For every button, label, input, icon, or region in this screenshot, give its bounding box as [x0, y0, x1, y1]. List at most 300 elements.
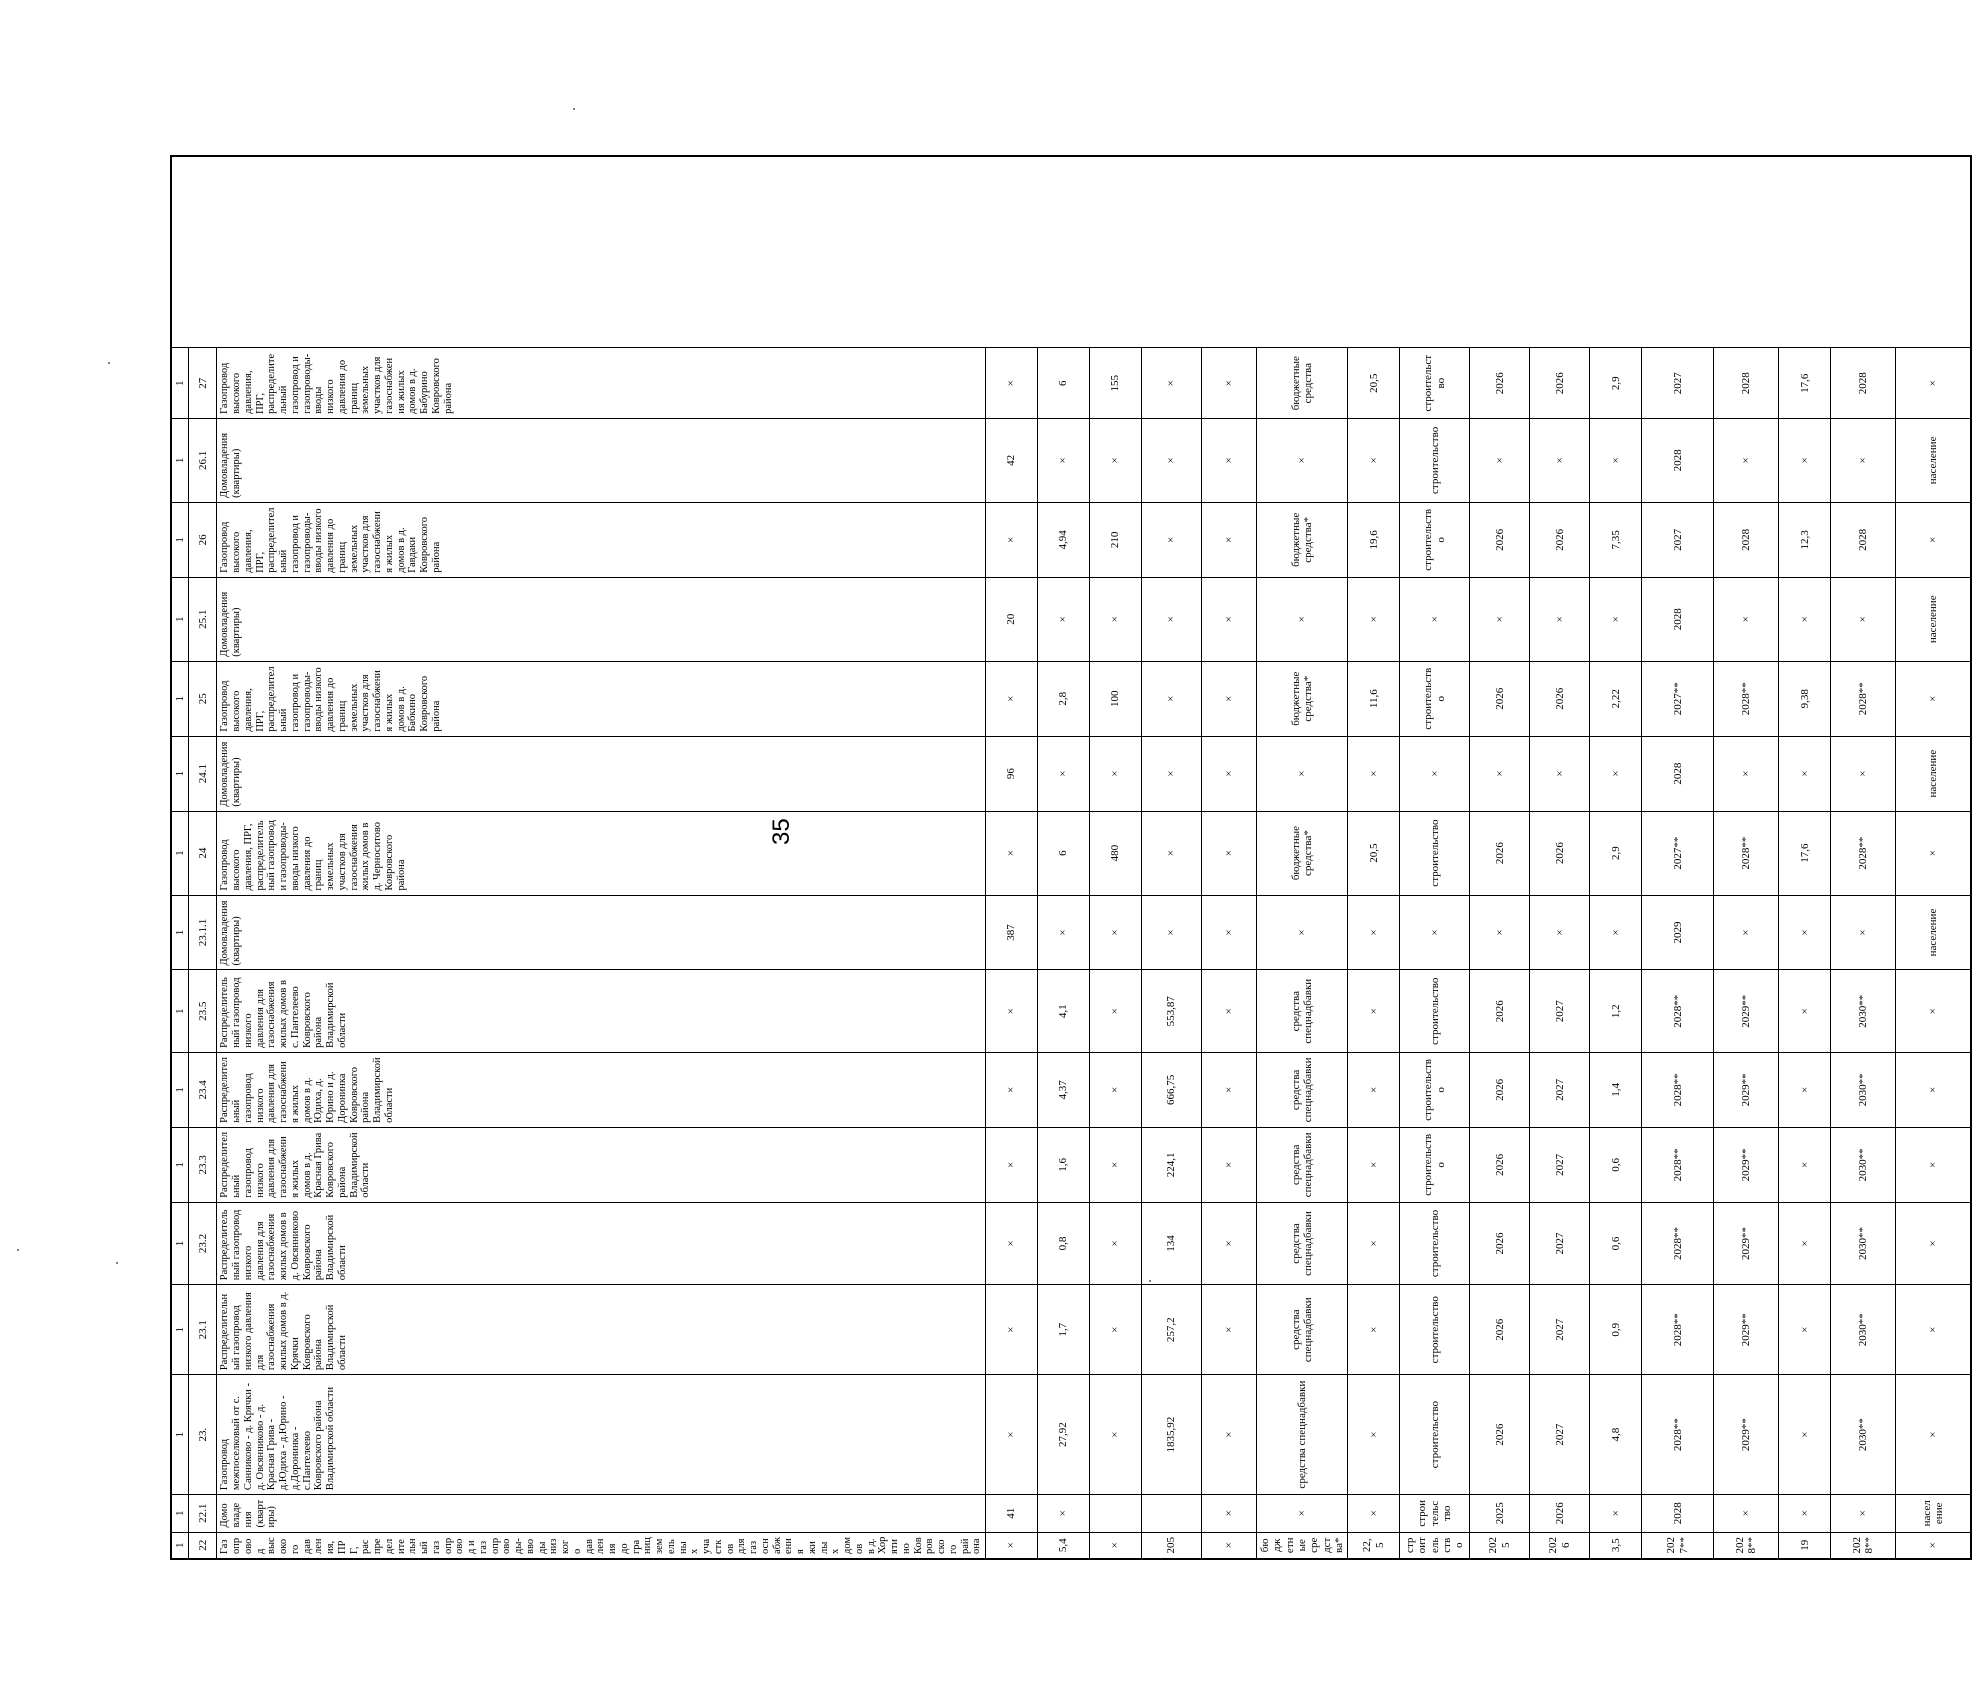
table-cell: 2027	[1530, 1052, 1590, 1127]
object-description: Распределительный газопровод низкого давления для газоснабжения жилых домов в д. Юдиха, д. Юрино и д. Доронинка Ковровского района Владимирской области	[217, 1052, 986, 1127]
table-cell: ×	[1530, 895, 1590, 970]
table-cell: 6	[1038, 811, 1090, 895]
object-description: Распределительный газопровод низкого давления для газоснабжения жилых домов в д. Крячки Ковровского района Владимирской области	[217, 1285, 986, 1375]
table-cell: средства спецнадбавки	[1257, 1285, 1348, 1375]
table-cell: 2026	[1470, 1375, 1530, 1495]
table-cell: ×	[986, 661, 1038, 736]
table-cell: 2027	[1530, 1202, 1590, 1284]
table-cell: 2029**	[1714, 1375, 1779, 1495]
table-cell: 25	[189, 661, 217, 736]
table-cell: ×	[1090, 418, 1142, 502]
table-cell: 2028**	[1831, 661, 1896, 736]
table-cell: 22,5	[1348, 1532, 1400, 1559]
table-cell: 666,75	[1142, 1052, 1202, 1127]
table-cell: ×	[1779, 577, 1831, 661]
table-cell: ×	[1202, 1375, 1257, 1495]
table-cell: ×	[986, 1127, 1038, 1202]
table-cell: ×	[1896, 811, 1971, 895]
table-cell: 2029**	[1714, 1285, 1779, 1375]
table-cell: 2026	[1470, 661, 1530, 736]
table-cell	[1090, 1495, 1142, 1532]
table-cell: ×	[1038, 577, 1090, 661]
table-cell: 2030**	[1831, 1285, 1896, 1375]
table-cell: ×	[1142, 811, 1202, 895]
table-cell: ×	[1779, 970, 1831, 1052]
table-cell: строительство	[1400, 502, 1470, 577]
table-cell: 41	[986, 1495, 1038, 1532]
table-cell: ×	[1530, 418, 1590, 502]
table-cell: ×	[1470, 895, 1530, 970]
table-cell: 100	[1090, 661, 1142, 736]
table-cell: ×	[1090, 1375, 1142, 1495]
table-cell: ×	[1348, 1127, 1400, 1202]
table-band-c13	[1530, 156, 1590, 1559]
table-cell: 19	[1779, 1532, 1831, 1559]
table-cell: ×	[1714, 736, 1779, 811]
table-cell: 2029**	[1714, 1202, 1779, 1284]
object-description: Домовладения (квартиры)	[217, 895, 986, 970]
table-band-num	[189, 156, 217, 1559]
table-cell: строительство	[1400, 970, 1470, 1052]
table-cell: 2029	[1642, 895, 1714, 970]
table-cell: 24.1	[189, 736, 217, 811]
table-cell: ×	[1202, 1127, 1257, 1202]
table-cell: 1	[171, 811, 189, 895]
table-cell: 2030**	[1831, 970, 1896, 1052]
table-cell: ×	[1348, 1375, 1400, 1495]
table-cell: 26	[189, 502, 217, 577]
table-cell: строительство	[1400, 1052, 1470, 1127]
table-cell: ×	[1590, 577, 1642, 661]
table-cell: 23.	[189, 1375, 217, 1495]
table-band-c5	[1038, 156, 1090, 1559]
table-cell: ×	[986, 1052, 1038, 1127]
table-cell: 2025	[1470, 1495, 1530, 1532]
table-cell: ×	[1400, 736, 1470, 811]
table-cell: 17,6	[1779, 348, 1831, 418]
table-cell: 2028**	[1714, 811, 1779, 895]
table-cell: ×	[1202, 577, 1257, 661]
table-cell: ×	[1257, 577, 1348, 661]
table-cell: ×	[1202, 895, 1257, 970]
table-cell: 1	[171, 348, 189, 418]
table-cell: ×	[986, 970, 1038, 1052]
table-cell: 387	[986, 895, 1038, 970]
table-cell: строительство	[1400, 1375, 1470, 1495]
table-cell: 2028**	[1642, 970, 1714, 1052]
table-cell: 23.3	[189, 1127, 217, 1202]
table-cell: 22	[189, 1532, 217, 1559]
table-cell: ×	[1202, 1202, 1257, 1284]
table-band-desc	[217, 156, 986, 1559]
object-description: Газопровод межпоселковый от с. Санниково - д. Крячки - д. Овсянниково - д. Красная Грива - д.Юдиха - д.Юрино - д.Доронинка - с.Пантелеево Ковровского района Владимирской области	[217, 1375, 986, 1495]
table-cell	[1142, 1495, 1202, 1532]
table-cell: ×	[1090, 970, 1142, 1052]
table-cell: 2030**	[1831, 1052, 1896, 1127]
table-cell: ×	[1400, 577, 1470, 661]
table-cell: 1	[171, 1127, 189, 1202]
table-band-a	[171, 156, 189, 1559]
table-cell: 2028**	[1642, 1202, 1714, 1284]
table-cell: ×	[1348, 895, 1400, 970]
table-cell: ×	[1090, 736, 1142, 811]
table-cell: ×	[1714, 577, 1779, 661]
object-description: Газопровод высокого давления, ПРГ, распределительный газопровод и газопроводы-вводы низкого давления до границ земельных участков для газоснабжения жилых домов в д. Хорятино Ковровского района	[217, 1532, 986, 1559]
table-cell: 2025	[1470, 1532, 1530, 1559]
table-cell: население	[1896, 736, 1971, 811]
table-cell: ×	[1090, 1127, 1142, 1202]
table-cell: 2028	[1642, 577, 1714, 661]
table-cell: 17,6	[1779, 811, 1831, 895]
table-cell: 25.1	[189, 577, 217, 661]
table-band-c19	[1896, 156, 1971, 1559]
table-cell: ×	[1348, 577, 1400, 661]
scan-speck	[108, 362, 110, 364]
table-cell: 2028	[1714, 348, 1779, 418]
table-cell: ×	[1470, 577, 1530, 661]
table-band-c16	[1714, 156, 1779, 1559]
rotated-table	[170, 155, 1945, 1560]
table-cell: ×	[1142, 577, 1202, 661]
table-cell: 6	[1038, 348, 1090, 418]
table-cell: 2027**	[1642, 811, 1714, 895]
table-cell: ×	[1714, 418, 1779, 502]
table-cell: ×	[1257, 1495, 1348, 1532]
table-cell: ×	[986, 1202, 1038, 1284]
table-cell: 2026	[1530, 1532, 1590, 1559]
object-description: Газопровод высокого давления, ПРГ, распределительный газопровод и газопроводы-вводы низкого давления до границ земельных участков для газоснабжения жилых домов в д. Черноситово Ковровского района	[217, 811, 986, 895]
table-cell: строительство	[1400, 1202, 1470, 1284]
table-cell: 155	[1090, 348, 1142, 418]
table-cell: 480	[1090, 811, 1142, 895]
table-cell: ×	[1530, 577, 1590, 661]
table-cell: ×	[1896, 1052, 1971, 1127]
table-cell: 2027	[1530, 1127, 1590, 1202]
table-cell: средства спецнадбавки	[1257, 1052, 1348, 1127]
table-cell: 2026	[1470, 1052, 1530, 1127]
scan-speck	[116, 1262, 118, 1264]
table-cell: ×	[1348, 736, 1400, 811]
table-cell: 27,92	[1038, 1375, 1090, 1495]
table-cell: строительство	[1400, 661, 1470, 736]
table-cell: бюджетные средства*	[1257, 502, 1348, 577]
table-cell: ×	[1090, 1052, 1142, 1127]
table-cell: 224,1	[1142, 1127, 1202, 1202]
table-cell: ×	[1202, 811, 1257, 895]
table-cell: ×	[1896, 348, 1971, 418]
table-cell: ×	[1348, 1202, 1400, 1284]
table-cell: 0,8	[1038, 1202, 1090, 1284]
table-cell: 2026	[1530, 661, 1590, 736]
table-cell: ×	[1590, 418, 1642, 502]
table-cell: 1	[171, 1532, 189, 1559]
table-cell: 2029**	[1714, 1127, 1779, 1202]
table-cell: 2028**	[1642, 1285, 1714, 1375]
table-cell: 1	[171, 1285, 189, 1375]
table-cell: 2026	[1530, 502, 1590, 577]
table-cell: ×	[1348, 970, 1400, 1052]
table-cell: ×	[1831, 1495, 1896, 1532]
table-cell: 2026	[1530, 811, 1590, 895]
table-cell: 553,87	[1142, 970, 1202, 1052]
table-cell: ×	[1831, 895, 1896, 970]
table-cell: ×	[1202, 661, 1257, 736]
table-cell: 1	[171, 970, 189, 1052]
table-cell: 1	[171, 577, 189, 661]
table-cell: ×	[1090, 1532, 1142, 1559]
table-band-c10	[1348, 156, 1400, 1559]
table-cell: население	[1896, 895, 1971, 970]
table-band-c6	[1090, 156, 1142, 1559]
table-cell: ×	[1090, 577, 1142, 661]
table-cell: 42	[986, 418, 1038, 502]
table-cell: 23.1	[189, 1285, 217, 1375]
table-cell: бюджетные средства	[1257, 348, 1348, 418]
table-cell: 23.4	[189, 1052, 217, 1127]
table-cell: ×	[986, 1285, 1038, 1375]
table-cell: ×	[1257, 736, 1348, 811]
scan-speck	[17, 1249, 19, 1251]
table-cell: 2026	[1470, 1202, 1530, 1284]
table-cell: ×	[1470, 736, 1530, 811]
table-cell: ×	[1202, 348, 1257, 418]
table-cell: 2028	[1642, 736, 1714, 811]
table-cell: 1	[171, 1495, 189, 1532]
table-cell: ×	[1896, 1127, 1971, 1202]
table-cell: 2028	[1714, 502, 1779, 577]
table-cell: 2027**	[1642, 1532, 1714, 1559]
table-cell: ×	[1202, 1532, 1257, 1559]
table-cell: 4,37	[1038, 1052, 1090, 1127]
table-cell: 23.1.1	[189, 895, 217, 970]
table-cell: 20,5	[1348, 348, 1400, 418]
table-cell: ×	[986, 502, 1038, 577]
table-cell: ×	[1142, 502, 1202, 577]
table-cell: 2026	[1530, 348, 1590, 418]
table-cell: 1	[171, 1202, 189, 1284]
table-cell: ×	[1400, 895, 1470, 970]
table-cell: ×	[1038, 418, 1090, 502]
table-band-c18	[1831, 156, 1896, 1559]
table-cell: ×	[1202, 1495, 1257, 1532]
table-cell: 2028**	[1642, 1375, 1714, 1495]
table-cell: ×	[1530, 736, 1590, 811]
table-cell: 24	[189, 811, 217, 895]
table-band-c9	[1257, 156, 1348, 1559]
table-cell: 2026	[1470, 1285, 1530, 1375]
table-cell: ×	[1590, 1495, 1642, 1532]
table-cell: 2026	[1470, 502, 1530, 577]
table-cell: ×	[1779, 736, 1831, 811]
table-cell: ×	[1202, 736, 1257, 811]
object-description: Домовладения (квартиры)	[217, 1495, 986, 1532]
table-cell: 2026	[1470, 970, 1530, 1052]
table-cell: ×	[1896, 661, 1971, 736]
table-cell: 1	[171, 661, 189, 736]
table-cell: ×	[1896, 1532, 1971, 1559]
object-description: Газопровод высокого давления, ПРГ, распределительный газопровод и газопроводы-вводы низкого давления до границ земельных участков для газоснабжения жилых домов в д. Бабкино Ковровского района	[217, 661, 986, 736]
table-cell: 0,9	[1590, 1285, 1642, 1375]
table-cell: 2,9	[1590, 348, 1642, 418]
table-cell: 1,2	[1590, 970, 1642, 1052]
object-description: Домовладения (квартиры)	[217, 736, 986, 811]
object-description: Домовладения (квартиры)	[217, 577, 986, 661]
table-cell: средства спецнадбавки	[1257, 970, 1348, 1052]
table-cell: 2,9	[1590, 811, 1642, 895]
table-cell: 22.1	[189, 1495, 217, 1532]
table-cell: 2028**	[1714, 1532, 1779, 1559]
table-cell: ×	[1257, 895, 1348, 970]
table-cell: 2029**	[1714, 1052, 1779, 1127]
table-cell: 2026	[1530, 1495, 1590, 1532]
table-cell: 2030**	[1831, 1375, 1896, 1495]
table-cell: 2027	[1642, 348, 1714, 418]
table-cell: 257,2	[1142, 1285, 1202, 1375]
table-cell: ×	[1142, 895, 1202, 970]
table-cell: средства спецнадбавки	[1257, 1375, 1348, 1495]
table-cell: 1,6	[1038, 1127, 1090, 1202]
table-cell: население	[1896, 577, 1971, 661]
table-cell: ×	[1090, 1202, 1142, 1284]
table-cell: население	[1896, 1495, 1971, 1532]
table-cell: 9,38	[1779, 661, 1831, 736]
table-cell: ×	[1779, 1127, 1831, 1202]
table-cell: 1835,92	[1142, 1375, 1202, 1495]
table-cell: 2028**	[1831, 1532, 1896, 1559]
table-cell: 2,22	[1590, 661, 1642, 736]
table-cell: 2027	[1530, 1285, 1590, 1375]
table-cell: ×	[1142, 736, 1202, 811]
table-cell: средства спецнадбавки	[1257, 1127, 1348, 1202]
table-cell: бюджетные средства*	[1257, 661, 1348, 736]
table-cell: ×	[1470, 418, 1530, 502]
table-cell: строительство	[1400, 348, 1470, 418]
table-cell: ×	[1896, 1202, 1971, 1284]
table-band-c4	[986, 156, 1038, 1559]
table-cell: 2029**	[1714, 970, 1779, 1052]
table-cell: строительство	[1400, 811, 1470, 895]
table-cell: 4,8	[1590, 1375, 1642, 1495]
table-cell: 2026	[1470, 1127, 1530, 1202]
table-cell: 23.2	[189, 1202, 217, 1284]
table-cell: ×	[1779, 1495, 1831, 1532]
table-cell: ×	[1257, 418, 1348, 502]
table-cell: ×	[1896, 970, 1971, 1052]
gas-pipeline-table	[170, 155, 1972, 1560]
table-body	[171, 156, 1971, 1559]
table-cell: 2026	[1470, 811, 1530, 895]
table-cell: ×	[1038, 736, 1090, 811]
table-cell: ×	[1831, 418, 1896, 502]
table-cell: ×	[1202, 418, 1257, 502]
table-cell: 205	[1142, 1532, 1202, 1559]
table-cell: ×	[1779, 895, 1831, 970]
table-band-c12	[1470, 156, 1530, 1559]
table-cell: 7,35	[1590, 502, 1642, 577]
object-description: Газопровод высокого давления, ПРГ, распределительный газопровод и газопроводы-вводы низкого давления до границ земельных участков для газоснабжения жилых домов в д. Гавдаки Ковровского района	[217, 502, 986, 577]
table-cell: ×	[1202, 970, 1257, 1052]
table-cell: ×	[986, 1375, 1038, 1495]
table-cell: 1	[171, 502, 189, 577]
table-cell: 20,5	[1348, 811, 1400, 895]
table-cell: строительство	[1400, 1285, 1470, 1375]
table-cell: ×	[986, 1532, 1038, 1559]
table-cell: ×	[986, 348, 1038, 418]
table-cell: 1	[171, 895, 189, 970]
table-cell: 2028**	[1642, 1127, 1714, 1202]
table-cell: строительство	[1400, 1127, 1470, 1202]
table-cell: 5,4	[1038, 1532, 1090, 1559]
object-description: Газопровод высокого давления, ПРГ, распределительный газопровод и газопроводы-вводы низкого давления до границ земельных участков для газоснабжения жилых домов в д. Бабурино Ковровского района	[217, 348, 986, 418]
table-cell: ×	[1090, 895, 1142, 970]
table-cell: 2028	[1831, 502, 1896, 577]
table-cell: ×	[986, 811, 1038, 895]
object-description: Распределительный газопровод низкого давления для газоснабжения жилых домов в д. Красная Грива Ковровского района Владимирской области	[217, 1127, 986, 1202]
table-cell: ×	[1714, 1495, 1779, 1532]
table-cell: 1	[171, 418, 189, 502]
table-cell: ×	[1090, 1285, 1142, 1375]
table-cell: 2027	[1530, 970, 1590, 1052]
table-cell: ×	[1779, 1375, 1831, 1495]
table-cell: ×	[1714, 895, 1779, 970]
table-cell: ×	[1590, 895, 1642, 970]
table-cell: 11,6	[1348, 661, 1400, 736]
table-cell: 20	[986, 577, 1038, 661]
table-cell: ×	[1348, 1495, 1400, 1532]
table-cell: ×	[1779, 1202, 1831, 1284]
table-cell: 2030**	[1831, 1202, 1896, 1284]
object-description: Распределительный газопровод низкого давления для газоснабжения жилых домов в с. Пантелеево Ковровского района Владимирской области	[217, 970, 986, 1052]
table-cell: ×	[1779, 418, 1831, 502]
table-cell: ×	[1038, 895, 1090, 970]
table-cell: ×	[1038, 1495, 1090, 1532]
table-cell: 2027	[1642, 502, 1714, 577]
table-cell: 4,94	[1038, 502, 1090, 577]
table-cell: ×	[1896, 1375, 1971, 1495]
table-cell: 2028	[1642, 1495, 1714, 1532]
table-cell: ×	[1202, 1285, 1257, 1375]
table-band-c8	[1202, 156, 1257, 1559]
table-cell: 4,1	[1038, 970, 1090, 1052]
page-number: 35	[768, 818, 795, 845]
table-cell: 27	[189, 348, 217, 418]
table-cell: 2027**	[1642, 661, 1714, 736]
table-cell: 210	[1090, 502, 1142, 577]
table-cell: ×	[1896, 502, 1971, 577]
table-cell: 0,6	[1590, 1202, 1642, 1284]
table-cell: ×	[1142, 661, 1202, 736]
table-cell: 1	[171, 1375, 189, 1495]
table-cell: 2028**	[1642, 1052, 1714, 1127]
table-cell: 1	[171, 736, 189, 811]
table-band-c7	[1142, 156, 1202, 1559]
table-band-c14	[1590, 156, 1642, 1559]
table-cell: бюджетные средства*	[1257, 1532, 1348, 1559]
table-cell: 2030**	[1831, 1127, 1896, 1202]
table-cell: ×	[1202, 502, 1257, 577]
table-cell: 2026	[1470, 348, 1530, 418]
table-cell: ×	[1142, 348, 1202, 418]
table-band-c11	[1400, 156, 1470, 1559]
table-cell: 1,4	[1590, 1052, 1642, 1127]
table-cell: ×	[1142, 418, 1202, 502]
table-cell: ×	[1348, 1052, 1400, 1127]
table-cell: строительство	[1400, 1532, 1470, 1559]
table-cell: 134	[1142, 1202, 1202, 1284]
table-cell: 1,7	[1038, 1285, 1090, 1375]
table-cell: 0,6	[1590, 1127, 1642, 1202]
object-description: Домовладения (квартиры)	[217, 418, 986, 502]
